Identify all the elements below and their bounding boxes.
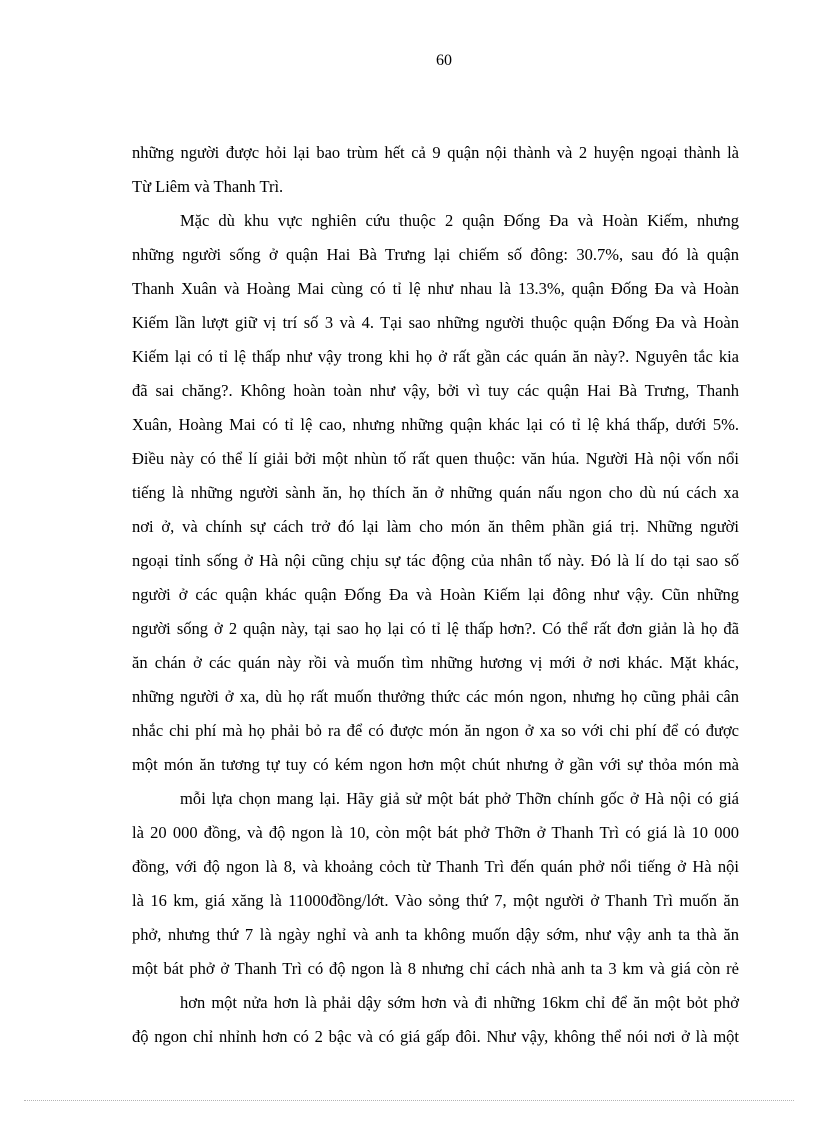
- text-line: nơi ở, và chính sự cách trở đó lại làm cho món ăn thêm phần giá trị. Những người: [132, 517, 739, 536]
- text-line: ăn chán ở các quán này rồi và muốn tìm những hương vị mới ở nơi khác. Mặt khác,: [132, 653, 739, 672]
- text-line: đồng, với độ ngon là 8, và khoảng cỏch từ Thanh Trì đến quán phở nổi tiếng ở Hà nội: [132, 857, 739, 876]
- text-line: người ở các quận khác quận Đống Đa và Hoàn Kiếm lại đông như vậy. Cũn những: [132, 585, 739, 604]
- text-line: Từ Liêm và Thanh Trì.: [132, 177, 284, 196]
- text-line: đã sai chăng?. Không hoàn toàn như vậy, bởi vì tuy các quận Hai Bà Trưng, Thanh: [132, 381, 739, 400]
- text-line: là 16 km, giá xăng là 11000đồng/lớt. Vào sỏng thứ 7, một người ở Thanh Trì muốn ăn: [132, 891, 739, 910]
- text-line: nhắc chi phí mà họ phải bỏ ra để có được món ăn ngon ở xa so với chi phí để có được: [132, 721, 739, 740]
- text-line: Điều này có thể lí giải bởi một nhùn tố rất quen thuộc: văn húa. Người Hà nội vốn nổi: [132, 449, 739, 468]
- text-line: một bát phở ở Thanh Trì có độ ngon là 8 nhưng chỉ cách nhà anh ta 3 km và giá còn rẻ: [132, 959, 739, 978]
- text-line: mỗi lựa chọn mang lại. Hãy giả sử một bát phở Thỡn chính gốc ở Hà nội có giá: [180, 789, 739, 808]
- text-line: hơn một nửa hơn là phải dậy sớm hơn và đi những 16km chỉ để ăn một bỏt phở: [180, 993, 739, 1012]
- text-line: Mặc dù khu vực nghiên cứu thuộc 2 quận Đống Đa và Hoàn Kiếm, nhưng: [180, 211, 739, 230]
- page-bottom-border: [24, 1100, 794, 1101]
- text-line: Thanh Xuân và Hoàng Mai cùng có tỉ lệ như nhau là 13.3%, quận Đống Đa và Hoàn: [132, 279, 739, 298]
- text-line: những người ở xa, dù họ rất muốn thưởng thức các món ngon, nhưng họ cũng phải cân: [132, 687, 739, 706]
- text-line: là 20 000 đồng, và độ ngon là 10, còn một bát phở Thỡn ở Thanh Trì có giá là 10 000: [132, 823, 739, 842]
- text-line: phở, nhưng thứ 7 là ngày nghỉ và anh ta không muốn dậy sớm, như vậy anh ta thà ăn: [132, 925, 739, 944]
- text-line: Kiếm lại có tỉ lệ thấp như vậy trong khi họ ở rất gần các quán ăn này?. Nguyên tắc kia: [132, 347, 739, 366]
- text-line: ngoại tỉnh sống ở Hà nội cũng chịu sự tác động của nhân tố này. Đó là lí do tại sao số: [132, 551, 739, 570]
- text-line: Xuân, Hoàng Mai có tỉ lệ cao, nhưng những quận khác lại có tỉ lệ khá thấp, dưới 5%.: [132, 415, 739, 434]
- text-line: những người sống ở quận Hai Bà Trưng lại chiếm số đông: 30.7%, sau đó là quận: [132, 245, 739, 264]
- text-line: tiếng là những người sành ăn, họ thích ăn ở những quán nấu ngon cho dù nú cách xa: [132, 483, 739, 502]
- text-line: người sống ở 2 quận này, tại sao họ lại có tỉ lệ thấp hơn?. Có thể rất đơn giản là họ đã: [132, 619, 739, 638]
- text-line: một món ăn tương tự tuy có kém ngon hơn một chút nhưng ở gần với sự thỏa món mà: [132, 755, 739, 774]
- text-line: độ ngon chỉ nhỉnh hơn có 2 bậc và có giá gấp đôi. Như vậy, không thể nói nơi ở là một: [132, 1027, 739, 1046]
- text-line: Kiếm lần lượt giữ vị trí số 3 và 4. Tại sao những người thuộc quận Đống Đa và Hoàn: [132, 313, 739, 332]
- text-line: những người được hỏi lại bao trùm hết cả 9 quận nội thành và 2 huyện ngoại thành là: [132, 143, 739, 162]
- page-number: 60: [436, 52, 452, 69]
